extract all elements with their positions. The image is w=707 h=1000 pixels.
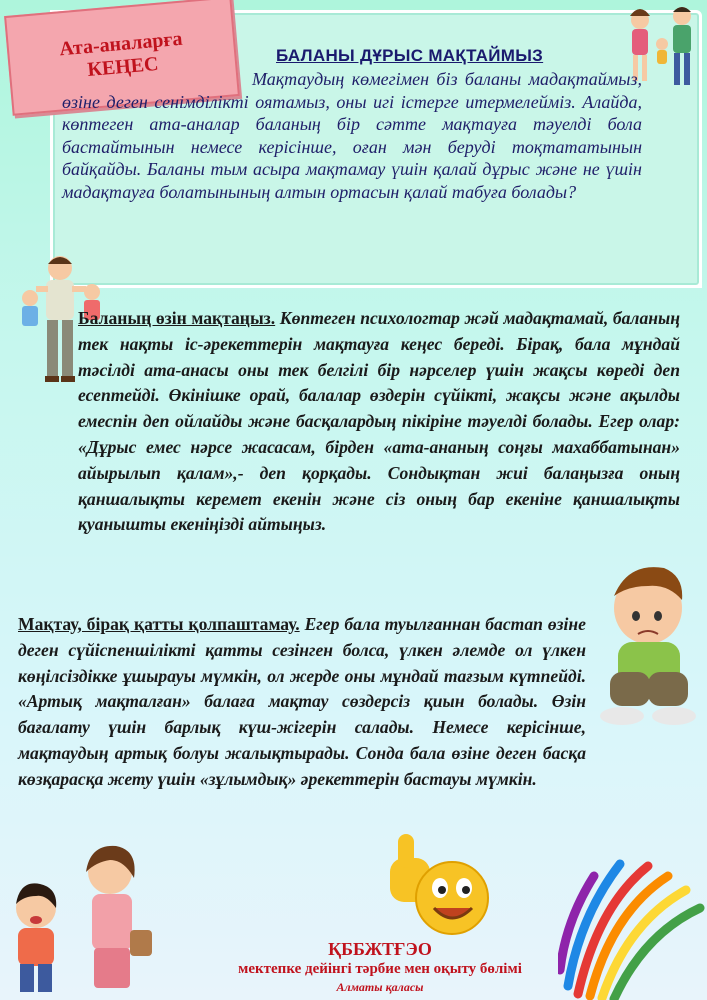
footer-dept: мектепке дейінгі тәрбие мен оқыту бөлімі bbox=[238, 961, 522, 977]
section1-heading: Баланың өзін мақтаңыз. bbox=[78, 308, 276, 328]
page-title: БАЛАНЫ ДҰРЫС МАҚТАЙМЫЗ bbox=[276, 46, 544, 65]
colored-pencils-illustration bbox=[558, 846, 707, 1000]
mother-scolding-boy-illustration bbox=[0, 838, 170, 1000]
frame-corner bbox=[677, 263, 702, 288]
section2-body: Егер бала туылғаннан бастап өзіне деген сүйіспеншілікті қатты сезінген болса, үлкен әлемде ол үлкен көңілсіздікке ұшырауы мүмкін, ол жерде оны мұндай тағзым күтпейді. «Артық мақталған» балаға мақтау сөздерсіз қиын болады. Өзін бағалату үшін барлық күш-жігерін салады. Немесе керісінше, мақтаудың артық болуы жалықтырады. Сонда бала өзіне деген басқа көзқарасқа жету үшін «зұлымдық» әрекеттерін бастауы мүмкін. bbox=[18, 614, 586, 789]
footer-city: Алматы қаласы bbox=[336, 980, 424, 994]
section2-heading: Мақтау, бірақ қатты қолпаштамау. bbox=[18, 614, 300, 634]
badge-line2: КЕҢЕС bbox=[86, 52, 160, 82]
thumbs-up-smiley-illustration bbox=[388, 832, 494, 940]
section-praise-not-flatter bbox=[18, 612, 586, 793]
badge-line1: Ата-аналарға bbox=[58, 27, 184, 61]
section-praise-child bbox=[78, 306, 680, 538]
sad-boy-illustration bbox=[588, 556, 707, 732]
footer bbox=[180, 938, 580, 995]
intro-paragraph: Мақтаудың көмегімен біз баланы мадақтаймыз, өзіне деген сенімділікті оятамыз, оны игі істерге итермелейміз. Алайда, көптеген ата-аналар баланың бір сәтте мақтауға тәуелді бола бастайтынын немесе керісінше, оған мән беруді тоқтататынын байқайды. Баланы тым асыра мақтамау үшін қалай дұрыс және не үшін мадақтауға болатынының алтын ортасын қалай табуға болады? bbox=[62, 69, 642, 202]
section1-body: Көптеген психологтар жәй мадақтамай, баланың тек нақты іс-әрекеттерін мақтауға кеңес береді. Бірақ, бала мұндай тәсілді ата-анасы оны тек белгілі бір нәрселер үшін жақсы көреді деп есептейді. Өкінішке орай, балалар өздерін сүйікті, жақсы және ақылды емеспін деп ойлайды және басқалардың пікіріне тәуелді болады. Егер олар: «Дұрыс емес нәрсе жасасам, бірден «ата-ананың соңғы махаббатынан» айырылып қалам»,- деп қорқады. Сондықтан жиі балаңызға оның қаншалықты керемет екенін және сіз оның бар екеніне қаншалықты қуанышты екеніңізді айтыңыз. bbox=[78, 308, 680, 535]
footer-org: ҚББЖТҒЭО bbox=[328, 939, 432, 959]
